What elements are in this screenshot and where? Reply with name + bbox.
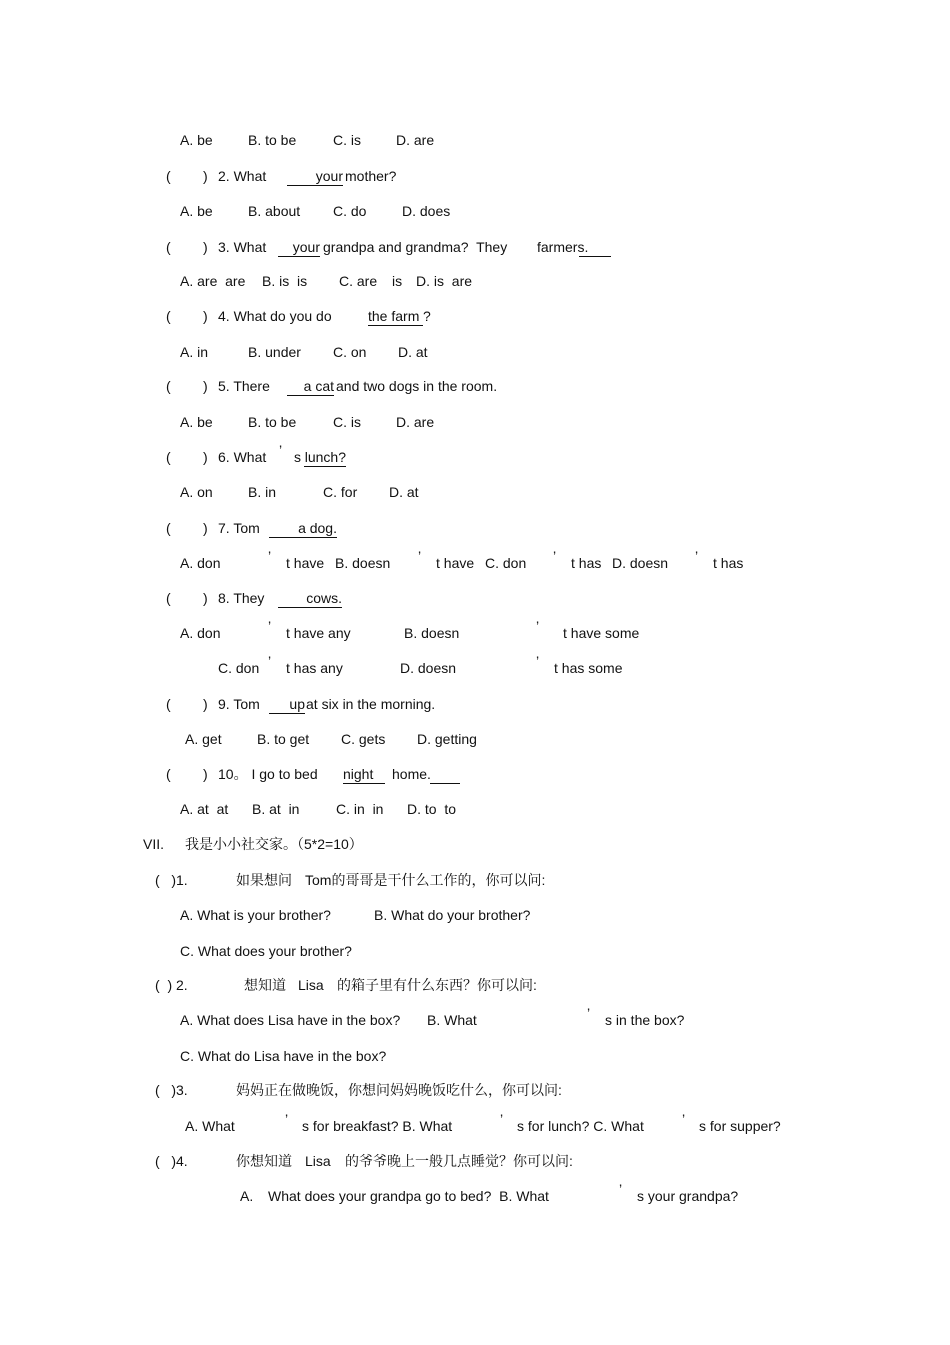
answer-paren-close: ) xyxy=(203,696,208,712)
s3-option-a-apostrophe: ’ xyxy=(285,1111,289,1127)
s4-label[interactable]: ( )4. xyxy=(155,1153,188,1169)
answer-paren-open[interactable]: ( xyxy=(166,378,171,394)
q7-option-d: D. doesn xyxy=(612,555,669,571)
q5-stem-end: and two dogs in the room. xyxy=(336,378,498,394)
q9-blank xyxy=(269,695,305,714)
q9-option-d: D. getting xyxy=(417,731,477,747)
q8-option-c-apostrophe: ’ xyxy=(268,653,272,669)
answer-paren-open[interactable]: ( xyxy=(166,449,171,465)
q2-blank xyxy=(287,167,343,186)
q5-blank xyxy=(287,377,334,396)
s3-option-a: A. What xyxy=(185,1118,235,1134)
q3-option-a: A. are are xyxy=(180,273,246,289)
s2-option-a: A. What does Lisa have in the box? xyxy=(180,1012,401,1028)
s2-prompt-a: 想知道 xyxy=(244,977,286,993)
section-title: 我是小小社交家。（5*2=10） xyxy=(185,836,363,852)
s2-label[interactable]: ( ) 2. xyxy=(155,977,188,993)
q9-stem-start: 9. Tom xyxy=(218,696,260,712)
q6-blank xyxy=(304,448,346,467)
q8-option-d: D. doesn xyxy=(400,660,457,676)
q10-blank xyxy=(343,765,385,784)
q7-option-d-apostrophe: ’ xyxy=(695,548,699,564)
answer-paren-close: ) xyxy=(203,239,208,255)
q8-stem-start: 8. They xyxy=(218,590,265,606)
q4-option-c: C. on xyxy=(333,344,367,360)
s3-option-b-apostrophe: ’ xyxy=(500,1111,504,1127)
q3-option-c: C. are xyxy=(339,273,378,289)
q2-blank-text: your xyxy=(315,168,343,184)
s4-option-a: What does your grandpa go to bed? B. What xyxy=(268,1188,549,1204)
q8-option-c-rest: t has any xyxy=(286,660,343,676)
s3-label[interactable]: ( )3. xyxy=(155,1082,188,1098)
q7-option-a-rest: t have xyxy=(286,555,325,571)
q2-option-b: B. about xyxy=(248,203,301,219)
q5-option-c: C. is xyxy=(333,414,361,430)
q3-option-d: D. is are xyxy=(416,273,473,289)
q8-option-b: B. doesn xyxy=(404,625,460,641)
q7-stem-start: 7. Tom xyxy=(218,520,260,536)
q7-blank xyxy=(269,519,337,538)
q4-blank xyxy=(368,307,423,326)
q10-stem-end: home. xyxy=(392,766,431,782)
s3-prompt: 妈妈正在做晚饭，你想问妈妈晚饭吃什么，你可以问: xyxy=(236,1082,562,1098)
s1-option-b: B. What do your brother? xyxy=(374,907,531,923)
q3-blank-text: your xyxy=(292,239,320,255)
s3-option-b: s for breakfast? B. What xyxy=(302,1118,453,1134)
q5-stem-start: 5. There xyxy=(218,378,270,394)
q2-option-c: C. do xyxy=(333,203,367,219)
s3-option-c-apostrophe: ’ xyxy=(682,1111,686,1127)
answer-paren-close: ) xyxy=(203,168,208,184)
q6-option-c: C. for xyxy=(323,484,358,500)
q5-option-d: D. are xyxy=(396,414,435,430)
q2-option-d: D. does xyxy=(402,203,451,219)
answer-paren-close: ) xyxy=(203,378,208,394)
s2-option-b: B. What xyxy=(427,1012,477,1028)
q8-option-d-apostrophe: ’ xyxy=(536,653,540,669)
s3-option-c-rest: s for supper? xyxy=(699,1118,781,1134)
q6-option-d: D. at xyxy=(389,484,419,500)
answer-paren-close: ) xyxy=(203,449,208,465)
q6-stem-s: s xyxy=(294,449,301,465)
q3-option-b: B. is is xyxy=(262,273,308,289)
s3-option-c: s for lunch? C. What xyxy=(517,1118,644,1134)
q9-option-b: B. to get xyxy=(257,731,310,747)
q8-option-d-rest: t has some xyxy=(554,660,623,676)
answer-paren-open[interactable]: ( xyxy=(166,168,171,184)
q6-blank-text: lunch? xyxy=(304,449,346,465)
q3-option-c-2: is xyxy=(392,273,403,289)
answer-paren-open[interactable]: ( xyxy=(166,696,171,712)
q7-blank-text: a dog. xyxy=(298,520,337,536)
q4-stem-end: ? xyxy=(423,308,431,324)
q3-blank-2 xyxy=(579,238,611,257)
q5-blank-text: a cat xyxy=(303,378,334,394)
answer-paren-close: ) xyxy=(203,308,208,324)
q7-option-c-rest: t has xyxy=(571,555,602,571)
s1-prompt-b: Tom的哥哥是干什么工作的，你可以问: xyxy=(305,872,546,888)
s1-prompt-a: 如果想问 xyxy=(236,872,292,888)
q3-stem-start: 3. What xyxy=(218,239,267,255)
q5-option-a: A. be xyxy=(180,414,213,430)
q1-option-c: C. is xyxy=(333,132,361,148)
q10-option-c: C. in in xyxy=(336,801,384,817)
answer-paren-open[interactable]: ( xyxy=(166,308,171,324)
q4-option-a: A. in xyxy=(180,344,209,360)
q10-option-b: B. at in xyxy=(252,801,300,817)
q7-option-d-rest: t has xyxy=(713,555,744,571)
q3-stem-mid: grandpa and grandma? They xyxy=(323,239,508,255)
q10-option-a: A. at at xyxy=(180,801,229,817)
q9-option-a: A. get xyxy=(185,731,222,747)
q9-blank-text: up xyxy=(289,696,305,712)
s4-prompt-c: 的爷爷晚上一般几点睡觉？你可以问: xyxy=(345,1153,573,1169)
answer-paren-open[interactable]: ( xyxy=(166,520,171,536)
q9-stem-end: at six in the morning. xyxy=(306,696,436,712)
q8-option-b-apostrophe: ’ xyxy=(536,618,540,634)
s1-label[interactable]: ( )1. xyxy=(155,872,188,888)
q7-option-c-apostrophe: ’ xyxy=(553,548,557,564)
s4-option-b-rest: s your grandpa? xyxy=(637,1188,739,1204)
q10-blank-2 xyxy=(430,765,460,784)
q8-option-a-apostrophe: ’ xyxy=(268,618,272,634)
q3-blank xyxy=(278,238,320,257)
s2-option-c: C. What do Lisa have in the box? xyxy=(180,1048,387,1064)
q7-option-c: C. don xyxy=(485,555,527,571)
q9-option-c: C. gets xyxy=(341,731,386,747)
q8-option-c: C. don xyxy=(218,660,260,676)
q7-option-b: B. doesn xyxy=(335,555,391,571)
section-number: VII. xyxy=(143,836,165,852)
q4-option-b: B. under xyxy=(248,344,301,360)
q10-blank-text: night xyxy=(343,766,374,782)
q6-option-a: A. on xyxy=(180,484,213,500)
q8-option-b-rest: t have some xyxy=(563,625,640,641)
q2-stem-start: 2. What xyxy=(218,168,267,184)
q4-stem-start: 4. What do you do xyxy=(218,308,332,324)
answer-paren-close: ) xyxy=(203,766,208,782)
s1-option-a: A. What is your brother? xyxy=(180,907,331,923)
s4-prompt-b: Lisa xyxy=(305,1153,331,1169)
q6-apostrophe: ’ xyxy=(279,442,283,458)
answer-paren-close: ) xyxy=(203,590,208,606)
q4-option-d: D. at xyxy=(398,344,428,360)
answer-paren-open[interactable]: ( xyxy=(166,590,171,606)
q6-stem-start: 6. What xyxy=(218,449,267,465)
s4-option-b-apostrophe: ’ xyxy=(619,1181,623,1197)
q5-option-b: B. to be xyxy=(248,414,297,430)
s4-prompt-a: 你想知道 xyxy=(236,1153,292,1169)
answer-paren-open[interactable]: ( xyxy=(166,239,171,255)
q6-option-b: B. in xyxy=(248,484,277,500)
q1-option-d: D. are xyxy=(396,132,435,148)
answer-paren-close: ) xyxy=(203,520,208,536)
q7-option-b-rest: t have xyxy=(436,555,475,571)
q7-option-b-apostrophe: ’ xyxy=(418,548,422,564)
q8-option-a-rest: t have any xyxy=(286,625,351,641)
s2-prompt-c: 的箱子里有什么东西？你可以问: xyxy=(337,977,537,993)
s2-option-b-apostrophe: ’ xyxy=(587,1005,591,1021)
answer-paren-open[interactable]: ( xyxy=(166,766,171,782)
q10-option-d: D. to to xyxy=(407,801,457,817)
q1-option-a: A. be xyxy=(180,132,213,148)
q2-option-a: A. be xyxy=(180,203,213,219)
q7-option-a: A. don xyxy=(180,555,221,571)
s4-option-a-label: A. xyxy=(240,1188,254,1204)
s1-option-c: C. What does your brother? xyxy=(180,943,352,959)
q1-option-b: B. to be xyxy=(248,132,297,148)
q8-blank xyxy=(278,589,342,608)
q10-stem-start: 10。 I go to bed xyxy=(218,766,318,782)
q8-blank-text: cows. xyxy=(306,590,342,606)
s2-prompt-b: Lisa xyxy=(298,977,324,993)
q4-blank-text: the farm xyxy=(368,308,420,324)
q8-option-a: A. don xyxy=(180,625,221,641)
q7-option-a-apostrophe: ’ xyxy=(268,548,272,564)
s2-option-b-rest: s in the box? xyxy=(605,1012,685,1028)
q3-stem-end: farmers. xyxy=(537,239,589,255)
q2-stem-end: mother? xyxy=(345,168,397,184)
